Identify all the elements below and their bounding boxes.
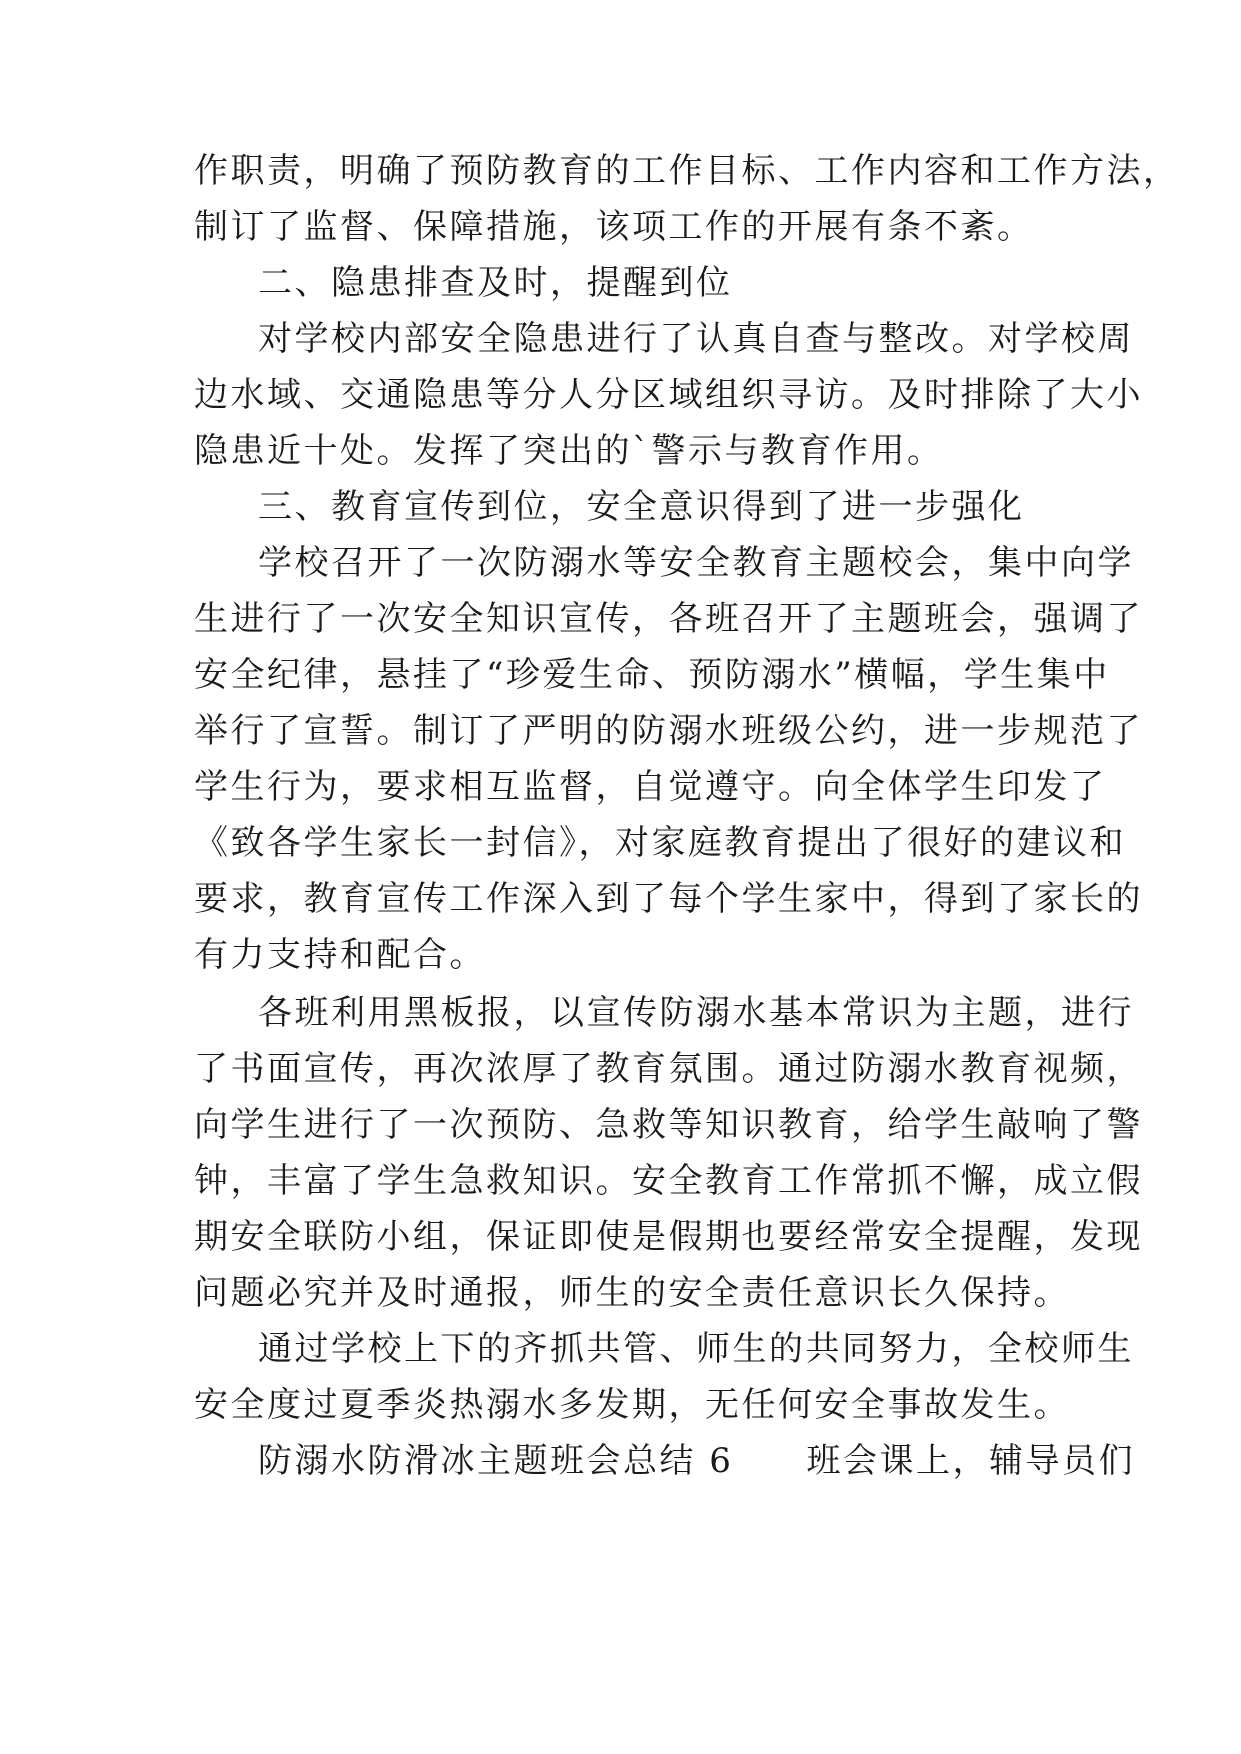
body-line-10: 安全纪律，悬挂了“珍爱生命、预防溺水”横幅，学生集中 — [194, 655, 1110, 695]
body-line-14: 要求，教育宣传工作深入到了每个学生家中，得到了家长的 — [194, 879, 1143, 919]
body-line-23: 安全度过夏季炎热溺水多发期，无任何安全事故发生。 — [194, 1385, 1070, 1425]
body-line-9: 生进行了一次安全知识宣传，各班召开了主题班会，强调了 — [194, 599, 1143, 639]
body-line-20: 期安全联防小组，保证即使是假期也要经常安全提醒，发现 — [194, 1217, 1143, 1257]
body-line-4: 对学校内部安全隐患进行了认真自查与整改。对学校周 — [258, 319, 1134, 359]
body-line-22: 通过学校上下的齐抓共管、师生的共同努力，全校师生 — [258, 1329, 1134, 1369]
body-line-2: 制订了监督、保障措施，该项工作的开展有条不紊。 — [194, 207, 1034, 247]
body-line-21: 问题必究并及时通报，师生的安全责任意识长久保持。 — [194, 1273, 1070, 1313]
body-line-5: 边水域、交通隐患等分人分区域组织寻访。及时排除了大小 — [194, 375, 1143, 415]
section-heading-2: 二、隐患排查及时，提醒到位 — [258, 263, 733, 303]
body-line-12: 学生行为，要求相互监督，自觉遵守。向全体学生印发了 — [194, 767, 1107, 807]
body-line-24: 防溺水防滑冰主题班会总结 6 班会课上，辅导员们 — [258, 1441, 1135, 1481]
body-line-19: 钟，丰富了学生急救知识。安全教育工作常抓不懈，成立假 — [194, 1161, 1143, 1201]
body-line-6: 隐患近十处。发挥了突出的`警示与教育作用。 — [194, 431, 944, 471]
body-line-15: 有力支持和配合。 — [194, 935, 486, 975]
section-heading-3: 三、教育宣传到位，安全意识得到了进一步强化 — [258, 487, 1025, 527]
body-line-8: 学校召开了一次防溺水等安全教育主题校会，集中向学 — [258, 543, 1134, 583]
body-line-13: 《致各学生家长一封信》，对家庭教育提出了很好的建议和 — [194, 823, 1126, 863]
body-line-1: 作职责，明确了预防教育的工作目标、工作内容和工作方法， — [194, 151, 1180, 191]
body-line-11: 举行了宣誓。制订了严明的防溺水班级公约，进一步规范了 — [194, 711, 1143, 751]
body-line-17: 了书面宣传，再次浓厚了教育氛围。通过防溺水教育视频， — [194, 1049, 1143, 1089]
body-line-18: 向学生进行了一次预防、急救等知识教育，给学生敲响了警 — [194, 1105, 1143, 1145]
body-line-16: 各班利用黑板报，以宣传防溺水基本常识为主题，进行 — [258, 993, 1134, 1033]
